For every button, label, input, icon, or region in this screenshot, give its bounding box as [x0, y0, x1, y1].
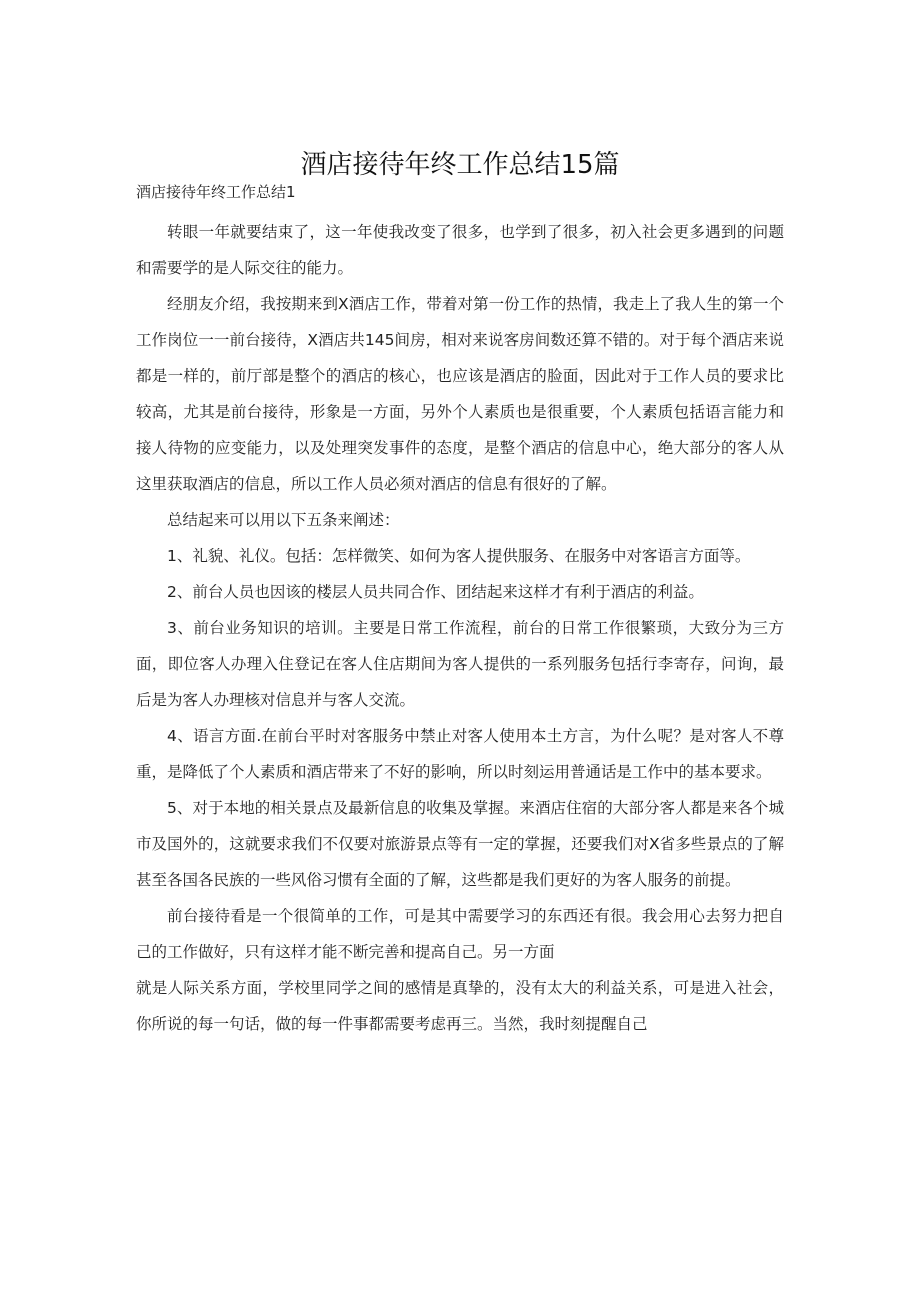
paragraph-intro: 转眼一年就要结束了，这一年使我改变了很多，也学到了很多，初入社会更多遇到的问题和需要学的是人际交往的能力。 [136, 223, 784, 277]
paragraph-summary-lead: 总结起来可以用以下五条来阐述： [167, 511, 400, 529]
document-body [136, 214, 784, 1042]
paragraph-point-2: 2、前台人员也因该的楼层人员共同合作、团结起来这样才有利于酒店的利益。 [167, 583, 704, 601]
paragraph-point-3: 3、前台业务知识的培训。主要是日常工作流程，前台的日常工作很繁琐，大致分为三方面，即位客人办理入住登记在客人住店期间为客人提供的一系列服务包括行李寄存，问询，最后是为客人办理核对信息并与客人交流。 [136, 619, 784, 709]
document-title: 酒店接待年终工作总结15篇 [300, 150, 620, 181]
paragraph-continuation: 就是人际关系方面，学校里同学之间的感情是真挚的，没有太大的利益关系，可是进入社会，你所说的每一句话，做的每一件事都需要考虑再三。当然，我时刻提醒自己 [136, 979, 784, 1033]
paragraph-reflection: 前台接待看是一个很简单的工作，可是其中需要学习的东西还有很。我会用心去努力把自己的工作做好，只有这样才能不断完善和提高自己。另一方面 [136, 907, 784, 961]
paragraph-point-5: 5、对于本地的相关景点及最新信息的收集及掌握。来酒店住宿的大部分客人都是来各个城市及国外的，这就要求我们不仅要对旅游景点等有一定的掌握，还要我们对X省多些景点的了解甚至各国各民族的一些风俗习惯有全面的了解，这些都是我们更好的为客人服务的前提。 [136, 799, 784, 889]
paragraph-background: 经朋友介绍，我按期来到X酒店工作，带着对第一份工作的热情，我走上了我人生的第一个工作岗位一一前台接待，X酒店共145间房，相对来说客房间数还算不错的。对于每个酒店来说都是一样的，前厅部是整个的酒店的核心，也应该是酒店的脸面，因此对于工作人员的要求比较高，尤其是前台接待，形象是一方面，另外个人素质也是很重要，个人素质包括语言能力和接人待物的应变能力，以及处理突发事件的态度，是整个酒店的信息中心，绝大部分的客人从这里获取酒店的信息，所以工作人员必须对酒店的信息有很好的了解。 [136, 295, 784, 493]
paragraph-point-1: 1、礼貌、礼仪。包括：怎样微笑、如何为客人提供服务、在服务中对客语言方面等。 [167, 547, 751, 565]
section-heading: 酒店接待年终工作总结1 [136, 183, 296, 201]
paragraph-point-4: 4、语言方面.在前台平时对客服务中禁止对客人使用本土方言，为什么呢？是对客人不尊重，是降低了个人素质和酒店带来了不好的影响，所以时刻运用普通话是工作中的基本要求。 [136, 727, 784, 781]
